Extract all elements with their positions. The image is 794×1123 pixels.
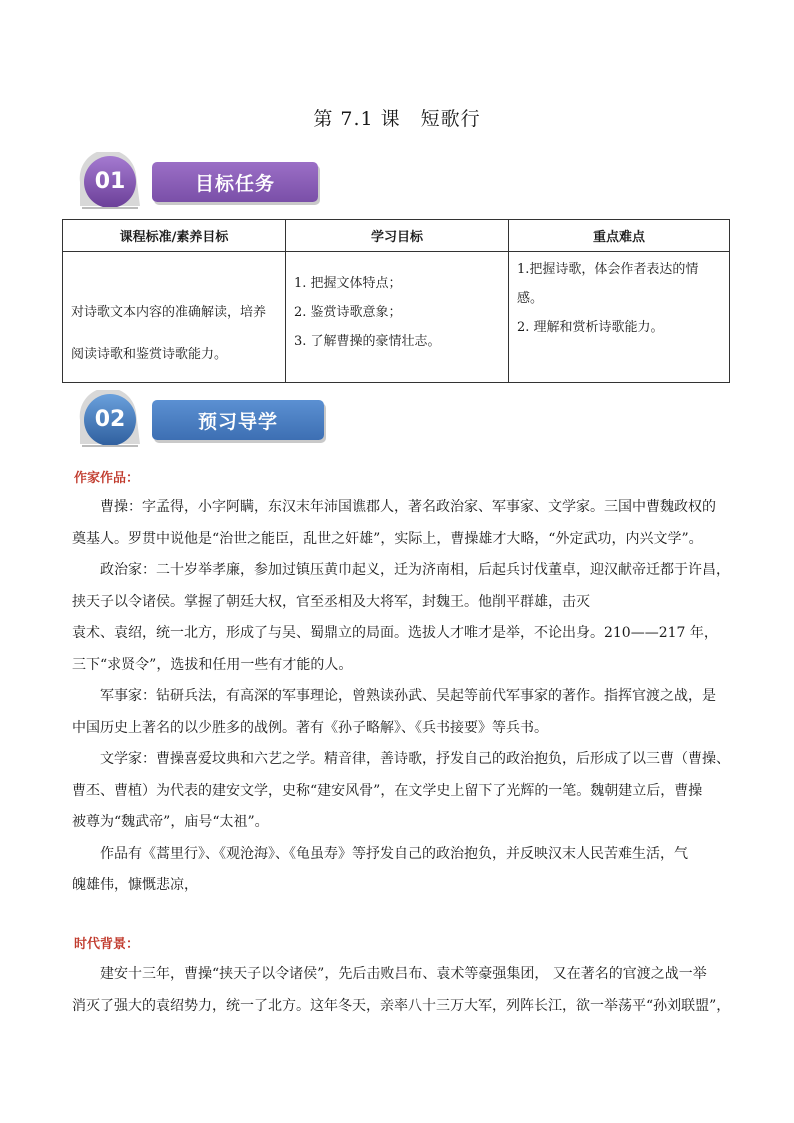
section-number-badge [78,152,142,210]
historical-background-text [72,959,732,1022]
section-header-goals [78,156,338,206]
text-line: 曹丕、曹植）为代表的建安文学，史称“建安风骨”，在文学史上留下了光辉的一笔。魏朝建立后，曹操 [72,782,703,799]
cell-line: 阅读诗歌和鉴赏诗歌能力。 [71,347,228,362]
text-line: 挟天子以令诸侯。掌握了朝廷大权，官至丞相及大将军，封魏王。他削平群雄，击灭 [72,593,590,610]
section-header-preview [78,394,338,444]
text-line: 文学家：曹操喜爱坟典和六艺之学。精音律，善诗歌，抒发自己的政治抱负，后形成了以三曹（曹操、 [100,751,730,767]
table-cell-objectives [286,252,509,383]
section-number-badge [78,390,142,448]
table-header: 课程标准/素养目标 [63,220,286,252]
text-line: 魄雄伟，慷慨悲凉， [72,877,198,893]
table-cell-key-points [509,252,730,383]
cell-line: 1.把握诗歌，体会作者表达的情感。 [517,262,699,306]
text-line: 消灭了强大的袁绍势力，统一了北方。这年冬天，亲率八十三万大军，列阵长江，欲一举荡平“孙刘联盟”， [72,997,731,1014]
author-works-text [72,492,732,902]
text-line: 袁术、袁绍，统一北方，形成了与吴、蜀鼎立的局面。选拔人才唯才是举，不论出身。210——217 年， [72,625,718,641]
cell-line: 3. 了解曹操的豪情壮志。 [294,334,441,349]
section-title-bar [152,400,324,440]
section-title: 预习导学 [197,410,278,433]
table-row [63,252,730,383]
cell-line: 2. 鉴赏诗歌意象； [294,305,402,320]
text-line: 军事家：钻研兵法，有高深的军事理论，曾熟读孙武、吴起等前代军事家的著作。指挥官渡之战，是 [100,688,716,704]
text-line: 作品有《蒿里行》、《观沧海》、《龟虽寿》等抒发自己的政治抱负，并反映汉末人民苦难生活，气 [100,845,688,862]
section-title-bar [152,162,318,202]
cell-line: 2. 理解和赏析诗歌能力。 [517,320,664,335]
section-number: 01 [94,168,126,194]
text-line: 奠基人。罗贯中说他是“治世之能臣，乱世之奸雄”，实际上，曹操雄才大略，“外定武功，内兴文学”。 [72,530,703,547]
table-header: 重点难点 [509,220,730,252]
cell-line: 对诗歌文本内容的准确解读，培养 [71,305,267,320]
table-header: 学习目标 [286,220,509,252]
section-number: 02 [94,406,126,432]
goals-table [62,219,730,383]
text-line: 被尊为“魏武帝”，庙号“太祖”。 [72,814,269,830]
section-title: 目标任务 [194,172,275,195]
text-line: 中国历史上著名的以少胜多的战例。著有《孙子略解》、《兵书接要》等兵书。 [72,719,548,736]
text-line: 政治家：二十岁举孝廉，参加过镇压黄巾起义，迁为济南相，后起兵讨伐董卓，迎汉献帝迁都于许昌， [100,562,730,578]
table-cell-standards [63,252,286,383]
text-line: 曹操：字孟得，小字阿瞒，东汉末年沛国谯郡人，著名政治家、军事家、文学家。三国中曹魏政权的 [100,499,716,515]
cell-line: 1. 把握文体特点； [294,276,402,291]
author-works-label: 作家作品： [74,471,140,486]
table-header-row [63,220,730,252]
page-title: 第 7.1 课 短歌行 [313,108,481,130]
text-line: 三下“求贤令”，选拔和任用一些有才能的人。 [72,656,353,673]
historical-background-label: 时代背景： [74,937,140,952]
text-line: 建安十三年，曹操“挟天子以令诸侯”，先后击败吕布、袁术等豪强集团， 又在著名的官渡之战一举 [100,966,707,982]
